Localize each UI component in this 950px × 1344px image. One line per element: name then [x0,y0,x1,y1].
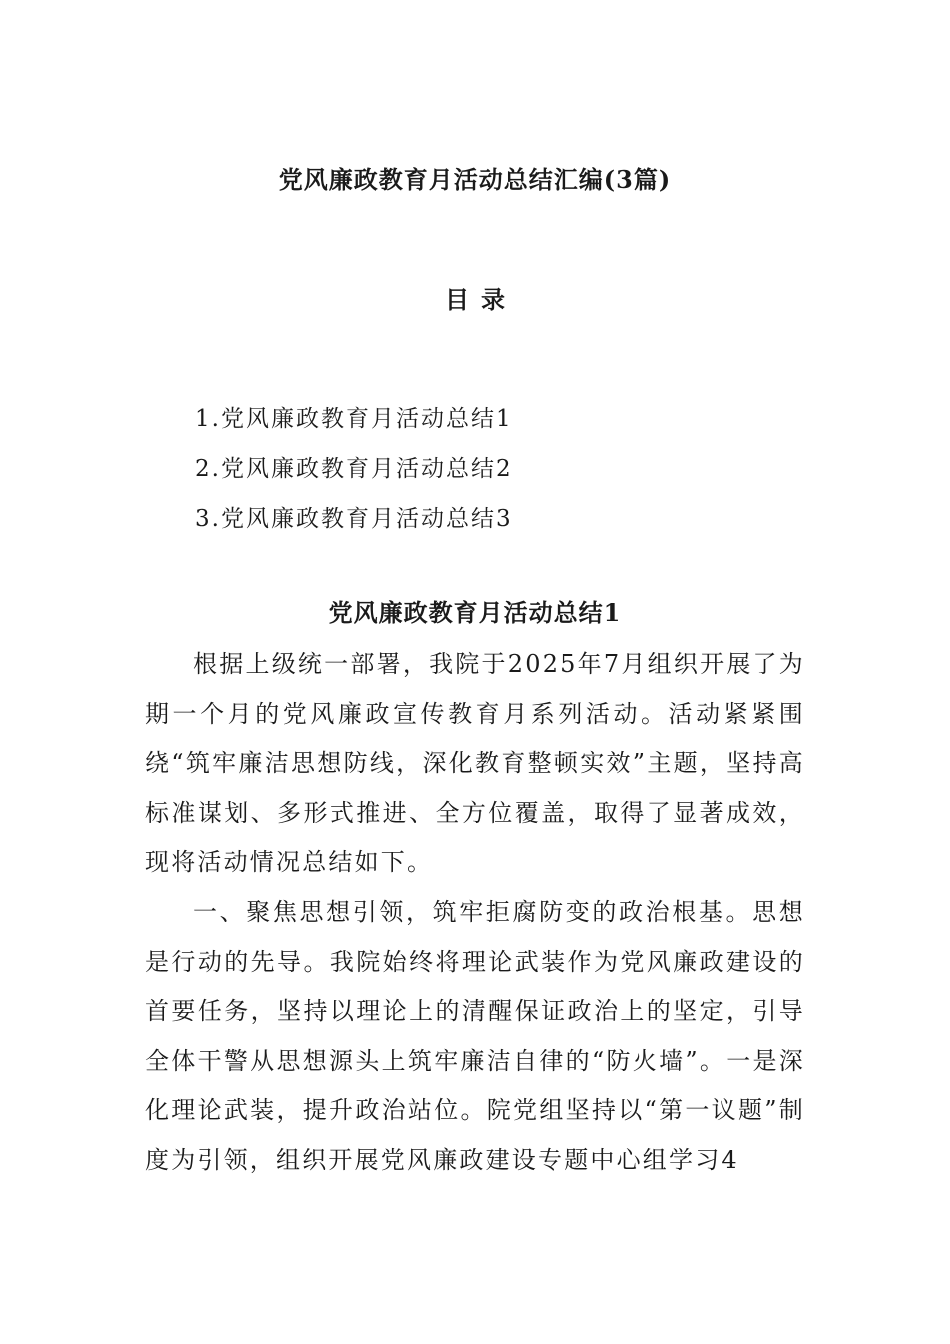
body-paragraph-1: 根据上级统一部署，我院于2025年7月组织开展了为期一个月的党风廉政宣传教育月系列活动。活动紧紧围绕“筑牢廉洁思想防线，深化教育整顿实效”主题，坚持高标准谋划、多形式推进、全方位覆盖，取得了显著成效，现将活动情况总结如下。 [145,650,805,877]
toc-list [195,394,513,544]
toc-item-2[interactable]: 2.党风廉政教育月活动总结2 [195,456,513,482]
section-body [145,640,805,1186]
toc-heading-char-1: 目 [445,285,469,314]
section-title: 党风廉政教育月活动总结1 [328,598,622,627]
toc-item-3[interactable]: 3.党风廉政教育月活动总结3 [195,506,513,532]
toc-item-1[interactable]: 1.党风廉政教育月活动总结1 [195,406,513,432]
document-title: 党风廉政教育月活动总结汇编(3篇) [278,165,672,194]
body-paragraph-2: 一、聚焦思想引领，筑牢拒腐防变的政治根基。思想是行动的先导。我院始终将理论武装作为党风廉政建设的首要任务，坚持以理论上的清醒保证政治上的坚定，引导全体干警从思想源头上筑牢廉洁自律的“防火墙”。一是深化理论武装，提升政治站位。院党组坚持以“第一议题”制度为引领，组织开展党风廉政建设专题中心组学习4 [145,897,805,1174]
toc-heading [0,280,950,315]
toc-heading-char-2: 录 [481,285,505,314]
